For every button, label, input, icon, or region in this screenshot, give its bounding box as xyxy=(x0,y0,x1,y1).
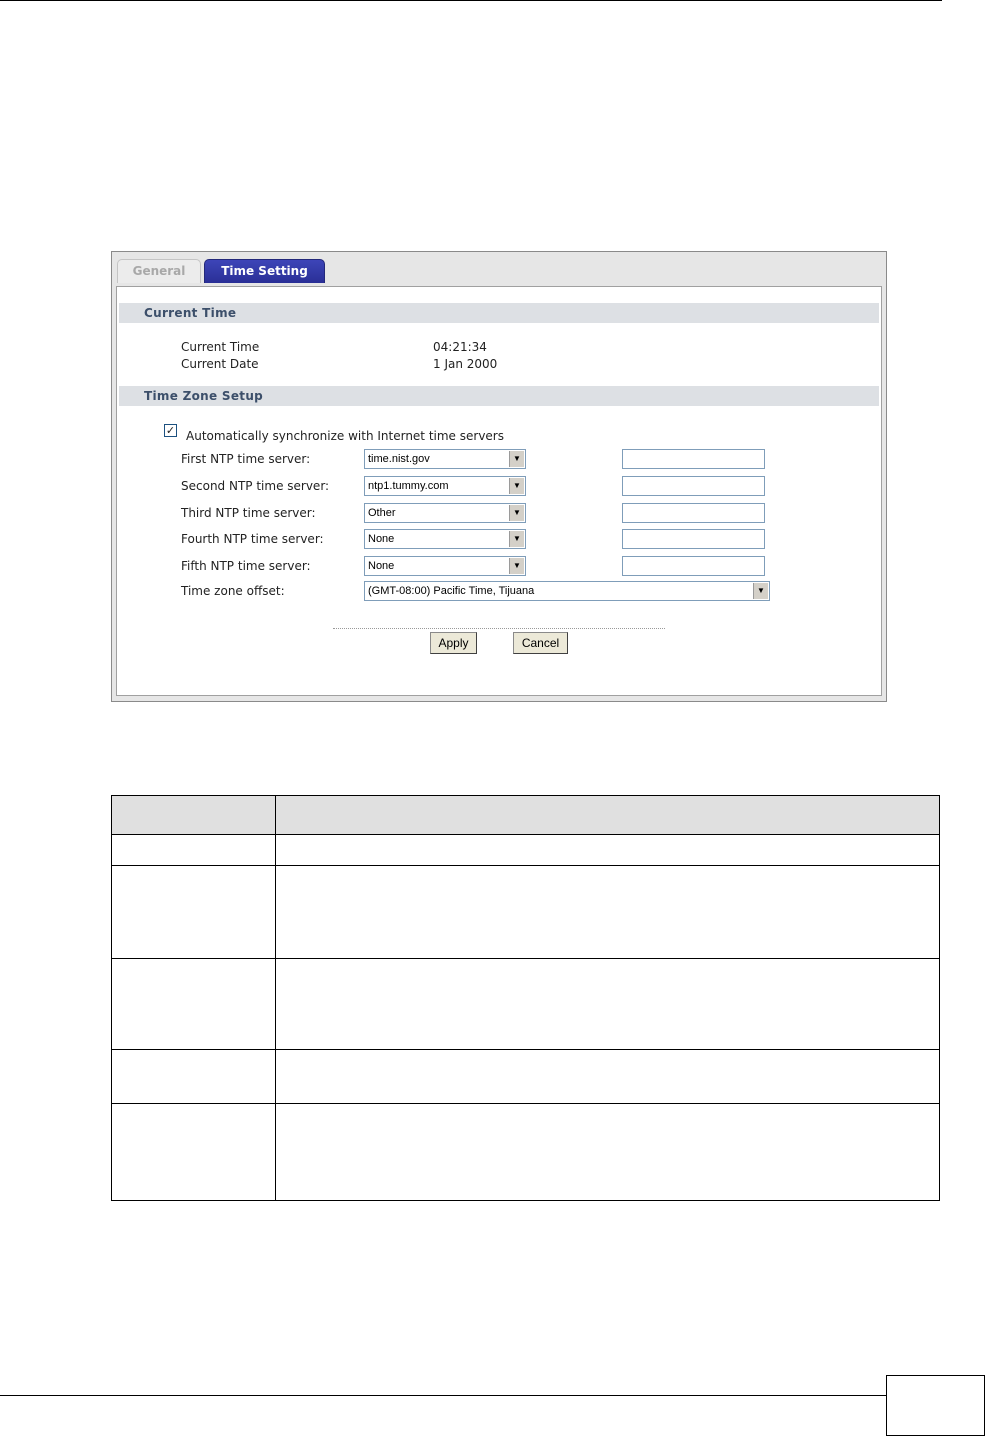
time-zone-offset-label: Time zone offset: xyxy=(181,584,285,598)
settings-panel xyxy=(116,286,882,696)
current-time-label: Current Time xyxy=(181,340,260,354)
table-cell xyxy=(112,1050,276,1104)
current-date-value: 1 Jan 2000 xyxy=(433,357,498,371)
table-cell xyxy=(112,866,276,959)
current-time-value: 04:21:34 xyxy=(433,340,487,354)
current-time-header: Current Time xyxy=(119,303,879,323)
fifth-ntp-label: Fifth NTP time server: xyxy=(181,559,311,573)
first-ntp-value: time.nist.gov xyxy=(368,453,430,465)
table-cell xyxy=(276,1050,940,1104)
table-row xyxy=(112,1104,940,1201)
dropdown-arrow-icon[interactable]: ▼ xyxy=(509,531,524,547)
fourth-ntp-value: None xyxy=(368,533,395,545)
footer-rule xyxy=(0,1395,887,1396)
page-number-box xyxy=(886,1375,985,1436)
dropdown-arrow-icon[interactable]: ▼ xyxy=(753,583,768,599)
dropdown-arrow-icon[interactable]: ▼ xyxy=(509,558,524,574)
current-date-label: Current Date xyxy=(181,357,259,371)
table-row xyxy=(112,1050,940,1104)
third-ntp-value: Other xyxy=(368,507,396,519)
fifth-ntp-custom-input[interactable] xyxy=(622,556,765,576)
table-header-cell xyxy=(276,796,940,835)
dropdown-arrow-icon[interactable]: ▼ xyxy=(509,451,524,467)
table-cell xyxy=(112,835,276,866)
first-ntp-custom-input[interactable] xyxy=(622,449,765,469)
auto-sync-label: Automatically synchronize with Internet time servers xyxy=(186,429,504,443)
fourth-ntp-custom-input[interactable] xyxy=(622,529,765,549)
first-ntp-label: First NTP time server: xyxy=(181,452,311,466)
checkmark-icon: ✓ xyxy=(165,424,176,437)
table-header-cell xyxy=(112,796,276,835)
second-ntp-label: Second NTP time server: xyxy=(181,479,330,493)
auto-sync-checkbox[interactable] xyxy=(164,424,177,437)
table-cell xyxy=(276,1104,940,1201)
first-ntp-select[interactable] xyxy=(364,449,526,469)
header-rule xyxy=(0,0,942,1)
fifth-ntp-select[interactable] xyxy=(364,556,526,576)
time-zone-header: Time Zone Setup xyxy=(119,386,879,406)
table-cell xyxy=(276,835,940,866)
second-ntp-custom-input[interactable] xyxy=(622,476,765,496)
third-ntp-label: Third NTP time server: xyxy=(181,506,316,520)
second-ntp-select[interactable] xyxy=(364,476,526,496)
table-row xyxy=(112,866,940,959)
third-ntp-custom-input[interactable] xyxy=(622,503,765,523)
apply-button[interactable]: Apply xyxy=(430,632,477,654)
time-zone-offset-select[interactable] xyxy=(364,581,770,601)
fourth-ntp-select[interactable] xyxy=(364,529,526,549)
table-row xyxy=(112,835,940,866)
cancel-button[interactable]: Cancel xyxy=(513,632,568,654)
second-ntp-value: ntp1.tummy.com xyxy=(368,480,449,492)
table-cell xyxy=(276,959,940,1050)
fifth-ntp-value: None xyxy=(368,560,395,572)
table-cell xyxy=(276,866,940,959)
time-setting-window xyxy=(111,251,887,702)
dropdown-arrow-icon[interactable]: ▼ xyxy=(509,478,524,494)
dropdown-arrow-icon[interactable]: ▼ xyxy=(509,505,524,521)
third-ntp-select[interactable] xyxy=(364,503,526,523)
fourth-ntp-label: Fourth NTP time server: xyxy=(181,532,324,546)
tab-time-setting[interactable]: Time Setting xyxy=(204,259,325,283)
time-zone-offset-value: (GMT-08:00) Pacific Time, Tijuana xyxy=(368,585,535,597)
field-description-table xyxy=(111,795,940,1201)
table-header-row xyxy=(112,796,940,835)
table-cell xyxy=(112,1104,276,1201)
table-row xyxy=(112,959,940,1050)
button-separator xyxy=(333,628,665,629)
table-cell xyxy=(112,959,276,1050)
tab-general[interactable]: General xyxy=(117,259,201,283)
